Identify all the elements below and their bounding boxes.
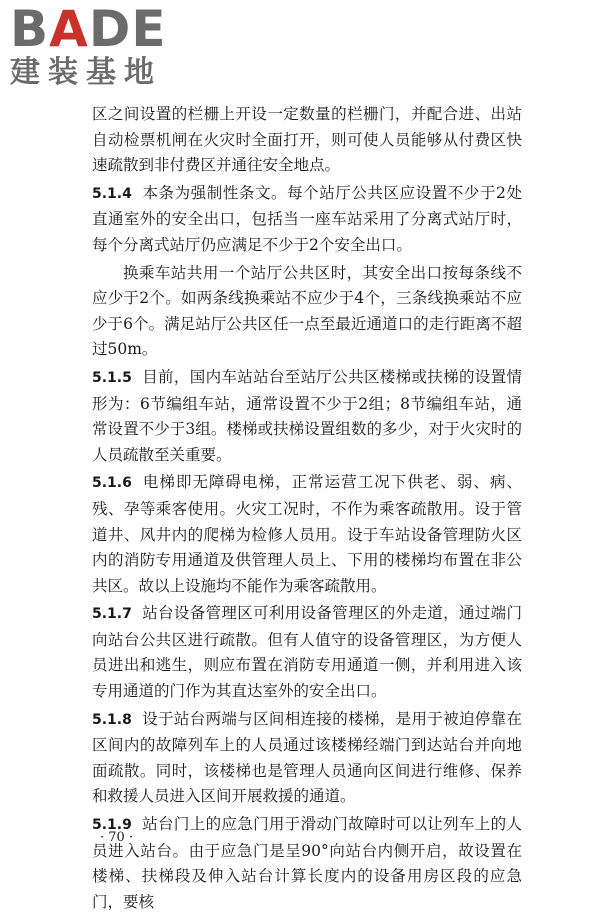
section-text: 设于站台两端与区间相连接的楼梯，是用于被迫停靠在区间内的故障列车上的人员通过该楼梯经端门到达站台并向地面疏散。同时，该楼梯也是管理人员通向区间进行维修、保养和救援人员进入区间开展救援的通道。 — [92, 709, 522, 806]
section-number: 5.1.4 — [92, 185, 132, 202]
section-text: 目前，国内车站站台至站厅公共区楼梯或扶梯的设置情形为：6节编组车站，通常设置不少于2组；8节编组车站，通常设置不少于3组。楼梯或扶梯设置组数的多少，对于火灾时的人员疏散至关重要。 — [92, 367, 522, 464]
section-text: 站台门上的应急门用于滑动门故障时可以让列车上的人员进入站台。由于应急门是呈90°向站台内侧开启，故设置在楼梯、扶梯段及伸入站台计算长度内的设备用房区段的应急门，要核 — [92, 815, 522, 911]
page-body — [92, 102, 522, 917]
section-number: 5.1.8 — [92, 711, 132, 728]
bade-logo — [10, 0, 180, 94]
section-text: 站台设备管理区可利用设备管理区的外走道，通过端门向站台公共区进行疏散。但有人值守的设备管理区，为方便人员进出和逃生，则应布置在消防专用通道一侧，并利用进入该专用通道的门作为其直达室外的安全出口。 — [92, 604, 522, 701]
section-5-1-5 — [92, 365, 522, 468]
section-number: 5.1.6 — [92, 475, 132, 492]
intro-paragraph: 区之间设置的栏栅上开设一定数量的栏栅门，并配合进、出站自动检票机闸在火灾时全面打开，则可使人员能够从付费区快速疏散到非付费区并通往安全地点。 — [92, 105, 522, 175]
section-5-1-4-continued — [92, 261, 522, 363]
section-number: 5.1.7 — [92, 606, 132, 623]
section-text: 换乘车站共用一个站厅公共区时，其安全出口按每条线不应少于2个。如两条线换乘站不应少于4个，三条线换乘站不应少于6个。满足站厅公共区任一点至最近通道口的走行距离不超过50m。 — [92, 263, 522, 359]
section-5-1-6 — [92, 470, 522, 599]
section-text: 本条为强制性条文。每个站厅公共区应设置不少于2处直通室外的安全出口，包括当一座车站采用了分离式站厅时，每个分离式站厅仍应满足不少于2个安全出口。 — [92, 183, 522, 254]
section-number: 5.1.9 — [92, 817, 132, 834]
section-5-1-8 — [92, 707, 522, 810]
logo-wordmark: BADE — [10, 0, 167, 58]
section-number: 5.1.5 — [92, 369, 132, 386]
section-5-1-7 — [92, 601, 522, 704]
section-5-1-4 — [92, 181, 522, 259]
page-number: · 70 · — [100, 830, 134, 845]
section-text: 电梯即无障碍电梯，正常运营工况下供老、弱、病、残、孕等乘客使用。火灾工况时，不作为乘客疏散用。设于管道井、风井内的爬梯为检修人员用。设于车站设备管理防火区内的消防专用通道及供管理人员上、下用的楼梯均布置在非公共区。故以上设施均不能作为乘客疏散用。 — [92, 473, 522, 595]
logo-subtitle: 建装基地 — [10, 55, 162, 90]
